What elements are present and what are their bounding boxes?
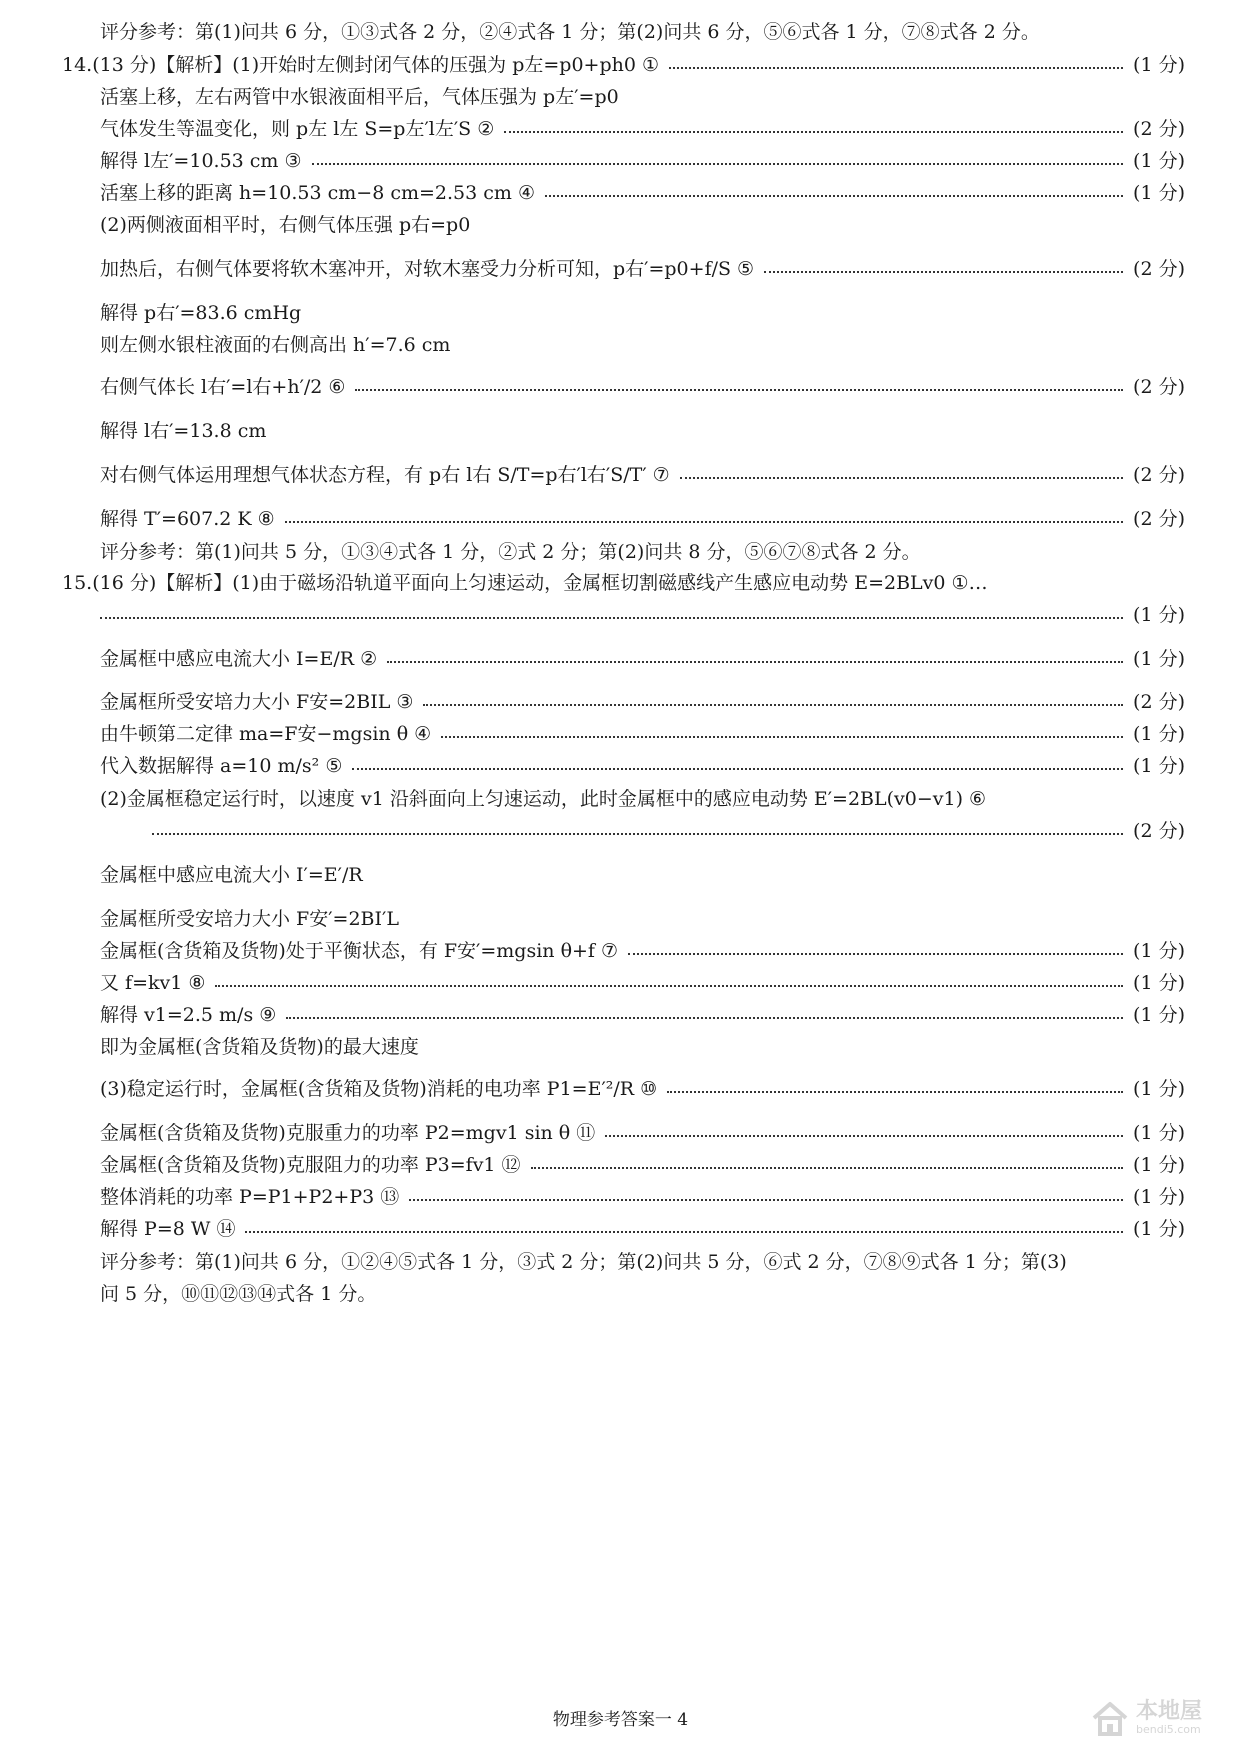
leader-dots xyxy=(605,1134,1123,1137)
solution-line: 加热后，右侧气体要将软木塞冲开，对软木塞受力分析可知，p右′=p0+f/S ⑤ (2 分) xyxy=(100,252,1185,282)
score-mark: (2 分) xyxy=(1133,507,1185,530)
solution-line: 气体发生等温变化，则 p左 l左 S=p左′l左′S ② (2 分) xyxy=(100,112,1185,142)
house-icon xyxy=(1088,1696,1132,1740)
score-mark: (1 分) xyxy=(1133,1003,1185,1026)
score-mark: (1 分) xyxy=(1133,1217,1185,1240)
leader-dots xyxy=(285,520,1123,523)
solution-line: 金属框(含货箱及货物)处于平衡状态，有 F安′=mgsin θ+f ⑦ (1 分) xyxy=(100,934,1185,964)
solution-line: 金属框所受安培力大小 F安′=2BI′L xyxy=(100,907,399,930)
solution-line: 整体消耗的功率 P=P1+P2+P3 ⑬ (1 分) xyxy=(100,1180,1185,1210)
solution-line: (2)两侧液面相平时，右侧气体压强 p右=p0 xyxy=(100,213,471,236)
leader-dots xyxy=(669,66,1123,69)
solution-line: 15.(16 分)【解析】(1)由于磁场沿轨道平面向上匀速运动，金属框切割磁感线产生感应电动势 E=2BLv0 ①… xyxy=(62,571,988,594)
score-mark: (1 分) xyxy=(1133,754,1185,777)
leader-dots xyxy=(152,832,1123,835)
score-mark: (1 分) xyxy=(1133,1185,1185,1208)
solution-line: 则左侧水银柱液面的右侧高出 h′=7.6 cm xyxy=(100,333,451,356)
leader-dots xyxy=(215,984,1123,987)
score-mark: (1 分) xyxy=(1133,181,1185,204)
solution-line: 金属框(含货箱及货物)克服阻力的功率 P3=fv1 ⑫ (1 分) xyxy=(100,1148,1185,1178)
leader-dots xyxy=(531,1166,1123,1169)
solution-line: (2)金属框稳定运行时，以速度 v1 沿斜面向上匀速运动，此时金属框中的感应电动势 E′=2BL(v0−v1) ⑥ xyxy=(100,787,987,810)
score-mark: (1 分) xyxy=(1133,1121,1185,1144)
watermark-logo xyxy=(1088,1690,1238,1746)
leader-dots xyxy=(441,735,1123,738)
solution-line: 金属框所受安培力大小 F安=2BIL ③ (2 分) xyxy=(100,685,1185,715)
solution-line xyxy=(152,814,1185,844)
solution-line: 又 f=kv1 ⑧ (1 分) xyxy=(100,966,1185,996)
leader-dots xyxy=(764,270,1123,273)
leader-dots xyxy=(100,616,1123,619)
solution-line: 解得 l右′=13.8 cm xyxy=(100,419,267,442)
solution-line: 由牛顿第二定律 ma=F安−mgsin θ ④ (1 分) xyxy=(100,717,1185,747)
solution-line: 金属框中感应电流大小 I′=E′/R xyxy=(100,863,363,886)
leader-dots xyxy=(245,1230,1123,1233)
solution-line: 活塞上移，左右两管中水银液面相平后，气体压强为 p左′=p0 xyxy=(100,85,619,108)
solution-line: 解得 P=8 W ⑭ (1 分) xyxy=(100,1212,1185,1242)
leader-dots xyxy=(409,1198,1123,1201)
solution-line: 代入数据解得 a=10 m/s² ⑤ (1 分) xyxy=(100,749,1185,779)
score-mark: (1 分) xyxy=(1133,939,1185,962)
watermark-title: 本地屋 xyxy=(1136,1699,1203,1724)
leader-dots xyxy=(355,388,1123,391)
score-mark: (1 分) xyxy=(1133,603,1185,626)
scoring-note-13: 评分参考：第(1)问共 6 分，①③式各 2 分，②④式各 1 分；第(2)问共 6 分，⑤⑥式各 1 分，⑦⑧式各 2 分。 xyxy=(100,20,1040,43)
leader-dots xyxy=(387,660,1123,663)
leader-dots xyxy=(667,1090,1123,1093)
solution-line: 对右侧气体运用理想气体状态方程，有 p右 l右 S/T=p右′l右′S/T′ ⑦ (2 分) xyxy=(100,458,1185,488)
score-mark: (2 分) xyxy=(1133,375,1185,398)
solution-line: 即为金属框(含货箱及货物)的最大速度 xyxy=(100,1035,419,1058)
scoring-note-15: 评分参考：第(1)问共 6 分，①②④⑤式各 1 分，③式 2 分；第(2)问共 5 分，⑥式 2 分，⑦⑧⑨式各 1 分；第(3) xyxy=(100,1250,1067,1273)
solution-line: 解得 v1=2.5 m/s ⑨ (1 分) xyxy=(100,998,1185,1028)
solution-line: 解得 l左′=10.53 cm ③ (1 分) xyxy=(100,144,1185,174)
scoring-note-14: 评分参考：第(1)问共 5 分，①③④式各 1 分，②式 2 分；第(2)问共 8 分，⑤⑥⑦⑧式各 2 分。 xyxy=(100,540,921,563)
leader-dots xyxy=(423,703,1123,706)
score-mark: (2 分) xyxy=(1133,257,1185,280)
score-mark: (1 分) xyxy=(1133,1077,1185,1100)
score-mark: (1 分) xyxy=(1133,647,1185,670)
solution-line: 金属框中感应电流大小 I=E/R ② (1 分) xyxy=(100,642,1185,672)
score-mark: (1 分) xyxy=(1133,1153,1185,1176)
leader-dots xyxy=(628,952,1123,955)
leader-dots xyxy=(312,162,1124,165)
leader-dots xyxy=(680,476,1123,479)
score-mark: (1 分) xyxy=(1133,53,1185,76)
leader-dots xyxy=(545,194,1123,197)
score-mark: (1 分) xyxy=(1133,722,1185,745)
watermark-url: bendi5.com xyxy=(1136,1723,1201,1736)
solution-line: 14.(13 分)【解析】(1)开始时左侧封闭气体的压强为 p左=p0+ph0 ① (1 分) xyxy=(62,48,1185,78)
leader-dots xyxy=(504,130,1123,133)
leader-dots xyxy=(286,1016,1123,1019)
leader-dots xyxy=(352,767,1123,770)
score-mark: (2 分) xyxy=(1133,819,1185,842)
solution-line: 右侧气体长 l右′=l右+h′/2 ⑥ (2 分) xyxy=(100,370,1185,400)
score-mark: (2 分) xyxy=(1133,117,1185,140)
solution-line xyxy=(100,598,1185,628)
score-mark: (1 分) xyxy=(1133,149,1185,172)
page-footer: 物理参考答案一 4 xyxy=(552,1710,689,1730)
solution-line: 活塞上移的距离 h=10.53 cm−8 cm=2.53 cm ④ (1 分) xyxy=(100,176,1185,206)
solution-line: 金属框(含货箱及货物)克服重力的功率 P2=mgv1 sin θ ⑪ (1 分) xyxy=(100,1116,1185,1146)
solution-line: 解得 T′=607.2 K ⑧ (2 分) xyxy=(100,502,1185,532)
score-mark: (2 分) xyxy=(1133,690,1185,713)
solution-line: 解得 p右′=83.6 cmHg xyxy=(100,301,302,324)
score-mark: (2 分) xyxy=(1133,463,1185,486)
score-mark: (1 分) xyxy=(1133,971,1185,994)
solution-line: (3)稳定运行时，金属框(含货箱及货物)消耗的电功率 P1=E′²/R ⑩ (1 分) xyxy=(100,1072,1185,1102)
scoring-note-15-cont: 问 5 分，⑩⑪⑫⑬⑭式各 1 分。 xyxy=(100,1282,377,1305)
